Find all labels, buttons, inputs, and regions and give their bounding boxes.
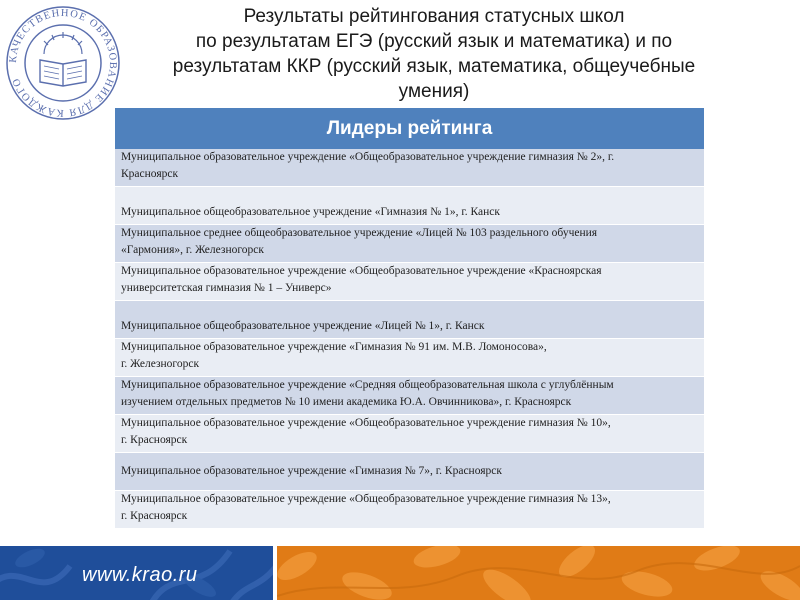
table-row xyxy=(115,149,704,187)
cell-line: г. Красноярск xyxy=(121,434,188,446)
table-cell xyxy=(121,463,502,480)
page-title xyxy=(124,4,744,104)
table-cell xyxy=(121,263,602,297)
footer-orange-panel xyxy=(277,546,800,600)
footer-blue-panel xyxy=(0,546,273,600)
leaders-table xyxy=(115,108,704,529)
table-row xyxy=(115,263,704,301)
cell-line: Муниципальное образовательное учреждение «Общеобразовательное учреждение «Красноярская xyxy=(121,265,602,277)
cell-line: г. Железногорск xyxy=(121,358,200,370)
table-row xyxy=(115,453,704,491)
logo-emblem-icon xyxy=(4,4,122,122)
cell-line: Муниципальное общеобразовательное учреждение «Гимназия № 1», г. Канск xyxy=(121,206,500,218)
title-line: результатам ККР (русский язык, математика, общеучебные xyxy=(172,56,696,77)
table-cell xyxy=(121,318,484,335)
table-row xyxy=(115,225,704,263)
cell-line: Муниципальное образовательное учреждение «Общеобразовательное учреждение гимназия № 10», xyxy=(121,417,611,429)
table-cell xyxy=(121,339,547,373)
logo xyxy=(4,4,122,122)
cell-line: университетская гимназия № 1 – Универс» xyxy=(121,282,332,294)
logo-ring-text: КАЧЕСТВЕННОЕ ОБРАЗОВАНИЕ ДЛЯ КАЖДОГО xyxy=(7,7,119,119)
cell-line: Муниципальное образовательное учреждение «Общеобразовательное учреждение гимназия № 2», г. xyxy=(121,151,615,163)
table-header: Лидеры рейтинга xyxy=(115,108,704,149)
cell-line: Муниципальное образовательное учреждение «Средняя общеобразовательная школа с углублённым xyxy=(121,379,614,391)
title-line: Результаты рейтингования статусных школ xyxy=(243,6,625,27)
cell-line: Красноярск xyxy=(121,168,179,180)
table-row xyxy=(115,377,704,415)
table-cell xyxy=(121,149,614,183)
oak-leaf-pattern-icon xyxy=(277,546,800,600)
table-cell xyxy=(121,204,500,221)
table-row xyxy=(115,187,704,225)
table-row xyxy=(115,301,704,339)
site-url-link[interactable]: www.krao.ru xyxy=(82,564,198,586)
table-cell xyxy=(121,415,611,449)
table-cell xyxy=(121,377,614,411)
cell-line: изучением отдельных предметов № 10 имени академика Ю.А. Овчинникова», г. Красноярск xyxy=(121,396,572,408)
table-row xyxy=(115,491,704,529)
table-row xyxy=(115,339,704,377)
cell-line: Муниципальное образовательное учреждение «Гимназия № 91 им. М.В. Ломоносова», xyxy=(121,341,547,353)
table-cell xyxy=(121,491,611,525)
cell-line: Муниципальное среднее общеобразовательное учреждение «Лицей № 103 раздельного обучения xyxy=(121,227,598,239)
title-line: умения) xyxy=(398,81,470,102)
table-row xyxy=(115,415,704,453)
title-line: по результатам ЕГЭ (русский язык и математика) и по xyxy=(195,31,673,52)
cell-line: г. Красноярск xyxy=(121,510,188,522)
footer-banner xyxy=(0,546,800,600)
cell-line: «Гармония», г. Железногорск xyxy=(121,244,264,256)
cell-line: Муниципальное образовательное учреждение «Гимназия № 7», г. Красноярск xyxy=(121,464,502,477)
cell-line: Муниципальное образовательное учреждение «Общеобразовательное учреждение гимназия № 13», xyxy=(121,493,611,505)
table-cell xyxy=(121,225,597,259)
cell-line: Муниципальное общеобразовательное учреждение «Лицей № 1», г. Канск xyxy=(121,320,485,332)
